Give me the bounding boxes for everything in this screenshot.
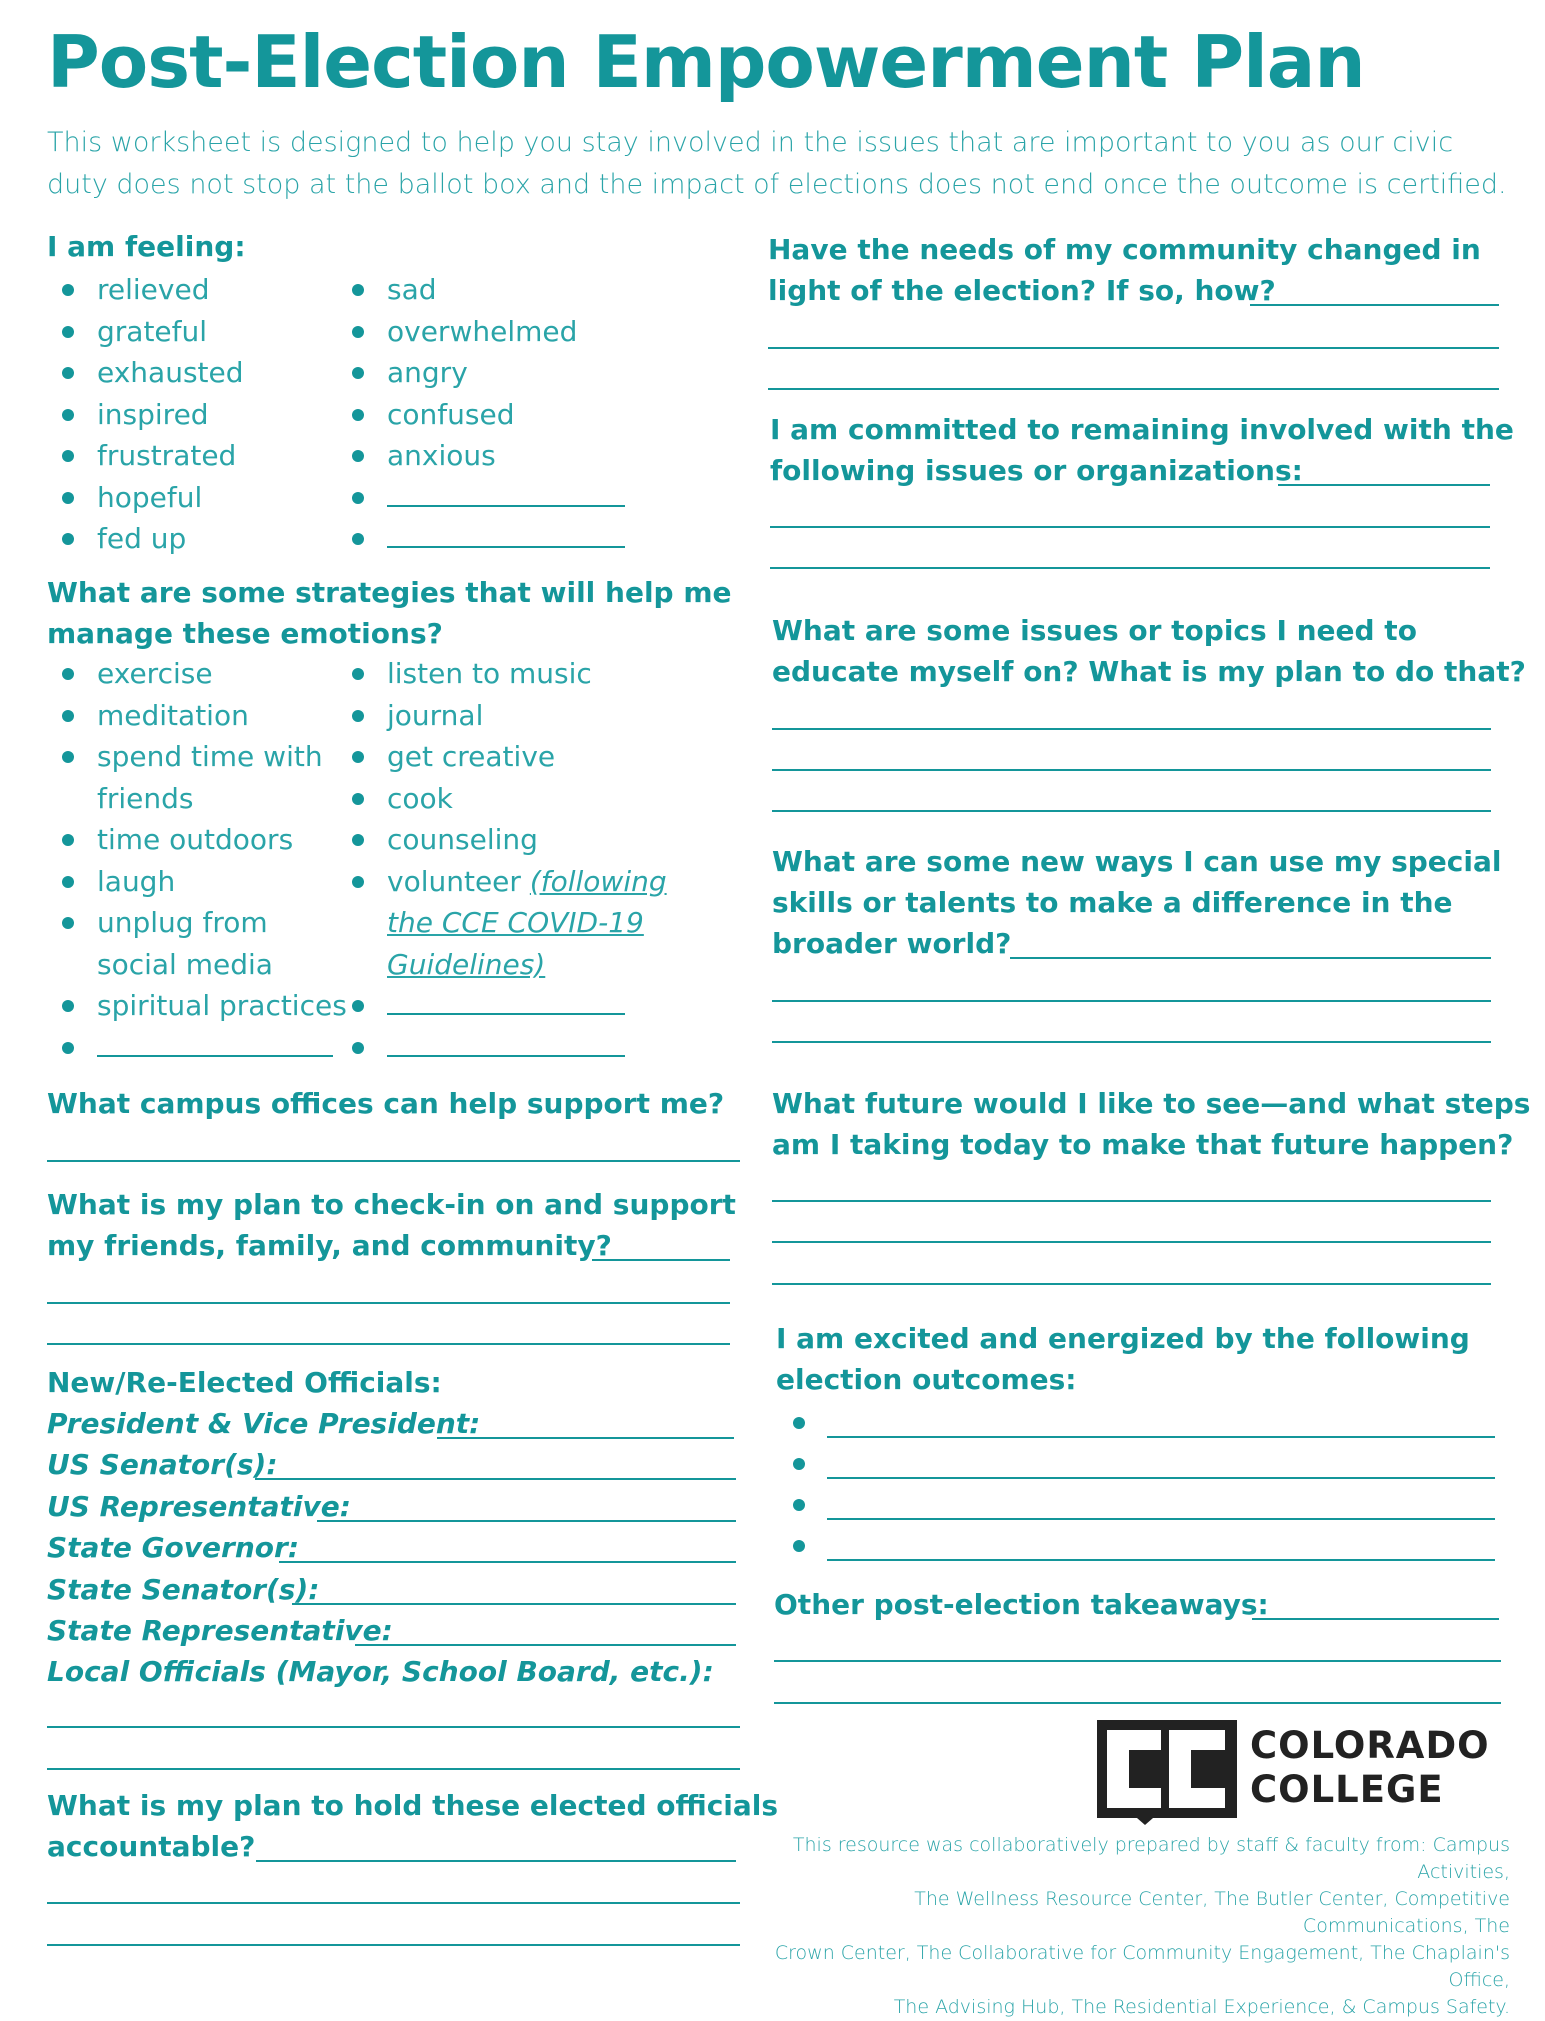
answer-line[interactable]: [47, 1902, 740, 1904]
credits-text: This resource was collaboratively prepared by staff & faculty from: Campus Activities, The Wellness Resource Center, The Butler Center, Competitive Communications, The Crown Center, The Collaborative for Community Engagement, The Chaplain's Office, The Advising Hub, The Residential Experience, & Campus Safety.: [774, 1834, 1510, 2018]
answer-line[interactable]: [437, 1437, 734, 1439]
skills-question-3: broader world?: [772, 927, 1012, 960]
us-senator-label: US Senator(s):: [47, 1448, 278, 1481]
answer-line[interactable]: [827, 1436, 1495, 1438]
strategies-heading-2: manage these emotions?: [47, 617, 443, 650]
skills-question-1: What are some new ways I can use my special: [772, 845, 1502, 878]
strategies-list-2: [337, 653, 667, 1068]
president-label: President & Vice President:: [47, 1407, 481, 1440]
takeaways-question: Other post-election takeaways:: [774, 1588, 1269, 1621]
list-item[interactable]: spiritual practices: [47, 985, 347, 1027]
list-item[interactable]: time outdoors: [47, 819, 347, 861]
bullet-icon: [793, 1499, 805, 1511]
bullet-icon: [793, 1458, 805, 1470]
answer-line[interactable]: [47, 1343, 730, 1345]
strategies-heading-1: What are some strategies that will help me: [47, 576, 732, 609]
governor-label: State Governor:: [47, 1531, 300, 1564]
page-title: Post-Election Empowerment Plan: [47, 20, 1365, 104]
answer-line[interactable]: [47, 1726, 740, 1728]
list-item[interactable]: relieved: [47, 269, 244, 311]
list-item[interactable]: counseling: [337, 819, 667, 861]
list-item[interactable]: hopeful: [47, 477, 244, 519]
answer-line[interactable]: [47, 1302, 730, 1304]
answer-line[interactable]: [768, 388, 1499, 390]
excited-question-1: I am excited and energized by the following: [776, 1322, 1470, 1355]
answer-line[interactable]: [1010, 957, 1491, 959]
officials-heading: New/Re-Elected Officials:: [47, 1366, 442, 1399]
list-item[interactable]: inspired: [47, 394, 244, 436]
needs-question-1: Have the needs of my community changed in: [768, 233, 1481, 266]
answer-line[interactable]: [1250, 304, 1499, 306]
list-item[interactable]: exhausted: [47, 352, 244, 394]
list-item[interactable]: grateful: [47, 311, 244, 353]
educate-question-2: educate myself on? What is my plan to do that?: [772, 655, 1526, 688]
blank-item[interactable]: [337, 518, 625, 560]
list-item[interactable]: meditation: [47, 695, 347, 737]
state-senator-label: State Senator(s):: [47, 1573, 320, 1606]
needs-question-2: light of the election? If so, how?: [768, 274, 1276, 307]
logo-text: COLORADO COLLEGE: [1250, 1724, 1490, 1811]
answer-line[interactable]: [1278, 484, 1490, 486]
answer-line[interactable]: [774, 1702, 1501, 1704]
campus-offices-question: What campus offices can help support me?: [47, 1087, 725, 1120]
checkin-question-1: What is my plan to check-in on and support: [47, 1188, 736, 1221]
answer-line[interactable]: [772, 810, 1491, 812]
list-item[interactable]: listen to music: [337, 653, 667, 695]
accountable-question-1: What is my plan to hold these elected officials: [47, 1789, 779, 1822]
answer-line[interactable]: [772, 1000, 1491, 1002]
list-item[interactable]: cook: [337, 778, 667, 820]
skills-question-2: skills or talents to make a difference in the: [772, 886, 1453, 919]
educate-question-1: What are some issues or topics I need to: [772, 614, 1417, 647]
answer-line[interactable]: [1252, 1618, 1499, 1620]
answer-line[interactable]: [279, 1561, 736, 1563]
answer-line[interactable]: [827, 1559, 1495, 1561]
us-rep-label: US Representative:: [47, 1490, 351, 1523]
answer-line[interactable]: [355, 1644, 736, 1646]
answer-line[interactable]: [772, 728, 1491, 730]
list-item[interactable]: anxious: [337, 435, 625, 477]
answer-line[interactable]: [47, 1768, 740, 1770]
answer-line[interactable]: [292, 1603, 736, 1605]
list-item[interactable]: sad: [337, 269, 625, 311]
future-question-2: am I taking today to make that future happen?: [772, 1128, 1514, 1161]
answer-line[interactable]: [772, 1283, 1491, 1285]
list-item[interactable]: confused: [337, 394, 625, 436]
checkin-question-2: my friends, family, and community?: [47, 1229, 612, 1262]
answer-line[interactable]: [827, 1477, 1495, 1479]
blank-item[interactable]: [337, 477, 625, 519]
list-item[interactable]: exercise: [47, 653, 347, 695]
feeling-list-1: [47, 269, 244, 560]
answer-line[interactable]: [827, 1518, 1495, 1520]
blank-item[interactable]: [47, 1027, 347, 1069]
answer-line[interactable]: [317, 1520, 736, 1522]
bullet-icon: [793, 1417, 805, 1429]
list-item[interactable]: get creative: [337, 736, 667, 778]
bullet-icon: [793, 1540, 805, 1552]
list-item[interactable]: volunteer (following the CCE COVID-19 Guidelines): [337, 861, 667, 986]
answer-line[interactable]: [774, 1660, 1501, 1662]
list-item[interactable]: frustrated: [47, 435, 244, 477]
list-item[interactable]: journal: [337, 695, 667, 737]
answer-line[interactable]: [256, 1860, 736, 1862]
strategies-list-1: [47, 653, 347, 1068]
feeling-list-2: [337, 269, 625, 560]
answer-line[interactable]: [47, 1944, 740, 1946]
answer-line[interactable]: [768, 347, 1499, 349]
answer-line[interactable]: [772, 1041, 1491, 1043]
answer-line[interactable]: [592, 1259, 730, 1261]
intro-text: This worksheet is designed to help you stay involved in the issues that are important to you as our civic duty does not stop at the ballot box and the impact of elections does not end once the outcome is certified.: [47, 127, 1507, 200]
committed-question-2: following issues or organizations:: [770, 454, 1303, 487]
covid-guidelines-link[interactable]: the CCE COVID-19: [387, 906, 644, 939]
state-rep-label: State Representative:: [47, 1614, 393, 1647]
answer-line[interactable]: [770, 526, 1490, 528]
list-item[interactable]: spend time with friends: [47, 736, 347, 819]
answer-line[interactable]: [772, 1200, 1491, 1202]
feeling-heading: I am feeling:: [47, 230, 246, 263]
answer-line[interactable]: [770, 567, 1490, 569]
answer-line[interactable]: [47, 1160, 740, 1162]
covid-guidelines-link[interactable]: (following: [529, 864, 667, 898]
local-officials-label: Local Officials (Mayor, School Board, etc.):: [47, 1655, 714, 1688]
answer-line[interactable]: [772, 1241, 1491, 1243]
list-item[interactable]: angry: [337, 352, 625, 394]
list-item[interactable]: fed up: [47, 518, 244, 560]
committed-question-1: I am committed to remaining involved with the: [770, 413, 1514, 446]
list-item[interactable]: unplug from social media: [47, 902, 347, 985]
accountable-question-2: accountable?: [47, 1830, 256, 1863]
list-item[interactable]: laugh: [47, 861, 347, 903]
future-question-1: What future would I like to see—and what steps: [772, 1087, 1531, 1120]
blank-item[interactable]: [337, 1027, 667, 1069]
answer-line[interactable]: [255, 1478, 736, 1480]
excited-question-2: election outcomes:: [776, 1363, 1077, 1396]
blank-item[interactable]: [337, 985, 667, 1027]
covid-guidelines-link[interactable]: Guidelines): [387, 947, 546, 981]
list-item[interactable]: overwhelmed: [337, 311, 625, 353]
answer-line[interactable]: [772, 769, 1491, 771]
